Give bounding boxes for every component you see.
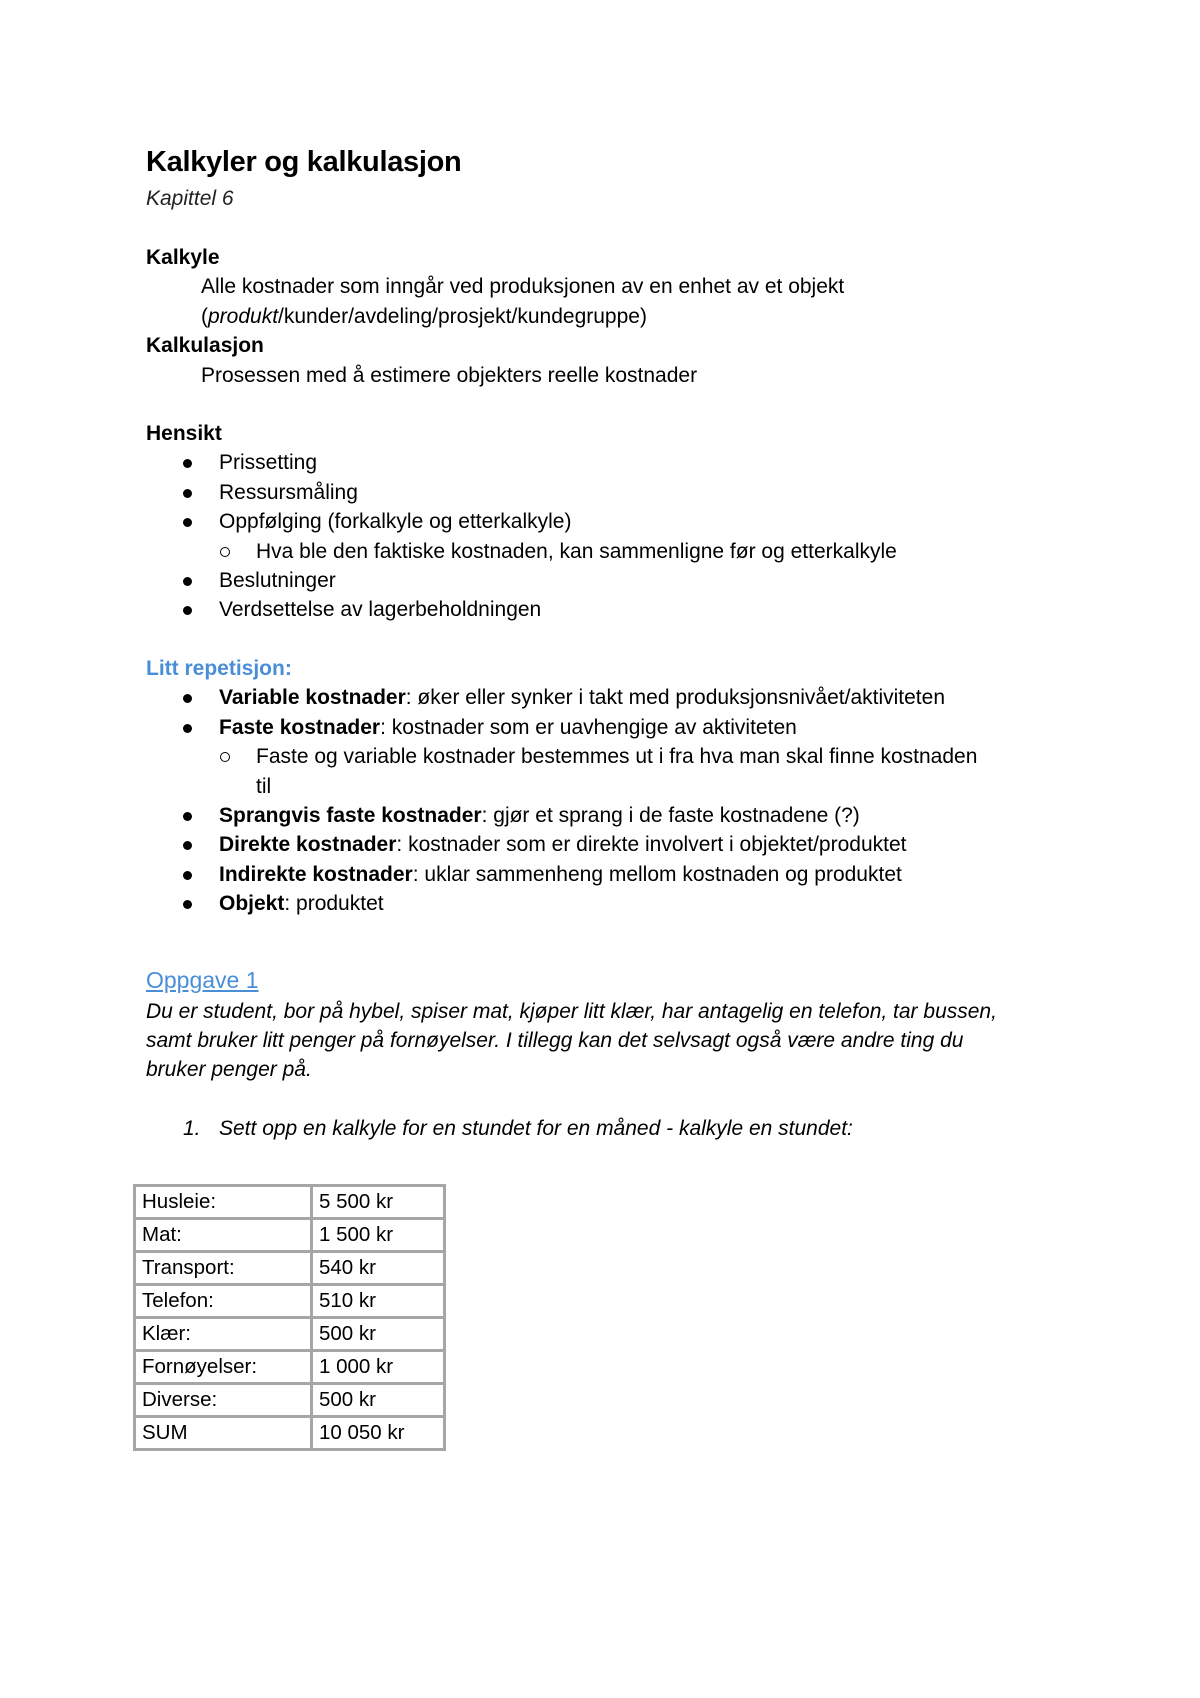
hensikt-sublist (183, 537, 1076, 566)
sub-item-line2: til (256, 774, 272, 798)
table-row (135, 1219, 445, 1252)
list-item (183, 860, 1076, 889)
table-row (135, 1285, 445, 1318)
page-subtitle: Kapittel 6 (146, 187, 234, 210)
row-amount: 5 500 kr (312, 1186, 445, 1219)
row-amount: 500 kr (312, 1318, 445, 1351)
oppgave-description-line2: samt bruker litt penger på fornøyelser. I tillegg kan det selvsagt også være andre ting du (146, 1028, 964, 1052)
table-row (135, 1252, 445, 1285)
term-desc: : produktet (284, 892, 384, 916)
sub-list-item: Hva ble den faktiske kostnaden, kan sammenligne før og etterkalkyle (220, 537, 1076, 566)
row-amount: 500 kr (312, 1384, 445, 1417)
kalkyle-produkt-word: produkt (208, 304, 279, 328)
list-item (183, 507, 1076, 566)
row-label: Diverse: (135, 1384, 312, 1417)
list-item (183, 713, 1076, 801)
repetisjon-list (146, 683, 1076, 918)
kalkyle-definition-line2 (146, 302, 1076, 331)
kalkyle-term: Kalkyle (146, 246, 220, 269)
task-number: 1. (183, 1116, 201, 1140)
row-label: Husleie: (135, 1186, 312, 1219)
table-row (135, 1186, 445, 1219)
page-title: Kalkyler og kalkulasjon (146, 146, 462, 178)
list-item (183, 889, 1076, 918)
paren-open: ( (201, 304, 208, 328)
term-desc: : uklar sammenheng mellom kostnaden og produktet (412, 862, 902, 886)
task-item (146, 1114, 1076, 1144)
table-row (135, 1351, 445, 1384)
row-label: Fornøyelser: (135, 1351, 312, 1384)
term-desc: : kostnader som er uavhengige av aktiviteten (380, 715, 797, 739)
term-desc: : gjør et sprang i de faste kostnadene (?) (481, 803, 860, 827)
row-label: Transport: (135, 1252, 312, 1285)
hensikt-list (146, 448, 1076, 624)
table-row (135, 1318, 445, 1351)
list-item: Ressursmåling (183, 478, 1076, 507)
row-amount: 540 kr (312, 1252, 445, 1285)
list-item (183, 801, 1076, 830)
term: Objekt (219, 892, 285, 916)
row-amount: 1 000 kr (312, 1351, 445, 1384)
row-label: Telefon: (135, 1285, 312, 1318)
term-desc: : øker eller synker i takt med produksjonsnivået/aktiviteten (405, 686, 945, 710)
term-desc: : kostnader som er direkte involvert i objektet/produktet (396, 833, 907, 857)
task-text: Sett opp en kalkyle for en stundet for en måned - kalkyle en stundet: (219, 1116, 853, 1140)
kalkulasjon-definition: Prosessen med å estimere objekters reelle kostnader (201, 363, 698, 387)
list-item-text: Oppfølging (forkalkyle og etterkalkyle) (219, 510, 572, 534)
oppgave-description-line3: bruker penger på. (146, 1058, 312, 1082)
hensikt-heading: Hensikt (146, 422, 222, 446)
kalkyle-objects-list: /kunder/avdeling/prosjekt/kundegruppe) (278, 304, 647, 328)
document-content (146, 140, 1076, 1144)
row-label: SUM (135, 1417, 312, 1450)
list-item: Verdsettelse av lagerbeholdningen (183, 595, 1076, 624)
repetisjon-sublist (183, 742, 1076, 801)
row-amount: 10 050 kr (312, 1417, 445, 1450)
term: Variable kostnader (219, 686, 406, 710)
list-item: Beslutninger (183, 566, 1076, 595)
kalkulasjon-term: Kalkulasjon (146, 334, 264, 358)
list-item (183, 830, 1076, 859)
table-row (135, 1417, 445, 1450)
table-row (135, 1384, 445, 1417)
oppgave-description-line1: Du er student, bor på hybel, spiser mat, kjøper litt klær, har antagelig en telefon, tar bussen, (146, 999, 997, 1023)
row-amount: 510 kr (312, 1285, 445, 1318)
kalkyle-definition-line1: Alle kostnader som inngår ved produksjonen av en enhet av et objekt (201, 275, 845, 299)
sub-list-item (220, 742, 1076, 801)
row-amount: 1 500 kr (312, 1219, 445, 1252)
repetisjon-heading: Litt repetisjon: (146, 656, 292, 680)
term: Sprangvis faste kostnader (219, 803, 482, 827)
oppgave-heading-link[interactable]: Oppgave 1 (146, 966, 259, 993)
row-label: Mat: (135, 1219, 312, 1252)
list-item: Prissetting (183, 448, 1076, 477)
sub-item-line1: Faste og variable kostnader bestemmes ut i fra hva man skal finne kostnaden (256, 745, 978, 769)
term: Direkte kostnader (219, 833, 397, 857)
term: Indirekte kostnader (219, 862, 413, 886)
term: Faste kostnader (219, 715, 381, 739)
list-item (183, 683, 1076, 712)
budget-table (133, 1184, 446, 1451)
row-label: Klær: (135, 1318, 312, 1351)
